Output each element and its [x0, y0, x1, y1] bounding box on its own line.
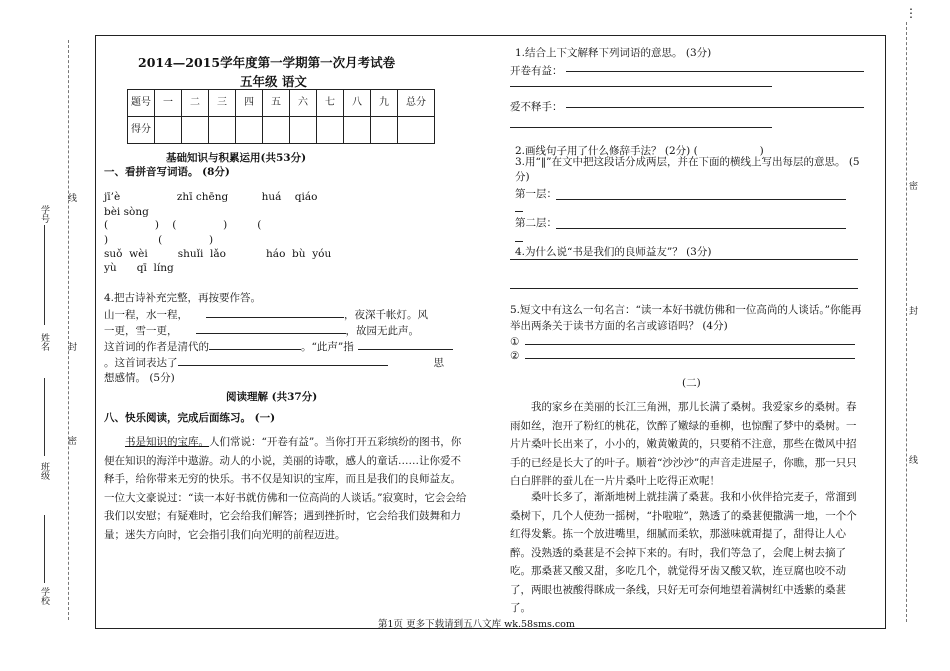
passage-body: 人们常说：“开卷有益”。当你打开五彩缤纷的图书，你便在知识的海洋中遨游。动人的小说，美丽的诗歌，感人的童话……让你爱不释手，给你带来无穷的快乐。书不仅是知识的宝库，而且是我们的良师益友。一位大文豪说过：“读一本好书就仿佛和一位高尚的人谈话。”寂寞时，它会会给我们以安慰；有疑难时，它会给我们解答；遇到挫折时，它会给我们鼓舞和力量；迷失方向时，它会指引我们向光明的前程迈进。 — [104, 436, 467, 541]
passage-2-para-2: 桑叶长多了，渐渐地树上就挂满了桑葚。我和小伙伴拾完麦子，常溜到桑树下，几个人使劲一摇树，“扑啦啦”，熟透了的桑葚便撒满一地，一个个红得发紫。拣一个放进嘴里，细腻而柔软，那滋味就甭提了，甜得让人心醉。没熟透的桑葚是不会掉下来的。有时，我们等急了，会爬上树去摘了吃。那桑葚又酸又甜，多吃几个，就觉得牙齿又酸又软，连豆腐也咬不动了，两眼也被酸得眯成一条线，只好无可奈何地望着满树红中透紫的桑葚了。 — [510, 491, 857, 614]
poem-line-3-start: 这首词的作者是清代的 — [104, 341, 209, 353]
score-col-1: 一 — [155, 90, 182, 117]
part-2-title: (二) — [682, 377, 701, 389]
poem-feeling-blank[interactable] — [178, 354, 388, 366]
score-col-4: 四 — [236, 90, 263, 117]
margin-sealed-char: 密 — [66, 436, 76, 445]
score-cell[interactable] — [209, 117, 236, 144]
class-blank — [44, 378, 45, 456]
q5-answer-1 — [510, 333, 855, 348]
pinyin-row-1: jī’è zhī chēng huá qiáo — [104, 191, 318, 203]
score-col-8: 八 — [344, 90, 371, 117]
term-1-answer-line-2[interactable] — [510, 86, 772, 87]
poem-line-1-start: 山一程，水一程， — [104, 309, 188, 321]
circled-1: ① — [510, 336, 520, 348]
pinyin-row-2: bèi sòng — [104, 206, 149, 218]
score-col-7: 七 — [317, 90, 344, 117]
score-col-2: 二 — [182, 90, 209, 117]
score-cell[interactable] — [344, 117, 371, 144]
school-blank — [44, 515, 45, 583]
right-margin-dots: ⋮ — [905, 6, 917, 20]
layer-2-answer-line[interactable] — [556, 228, 846, 229]
score-row-label: 得分 — [128, 117, 155, 144]
right-question-5: 5.短文中有这么一句名言：“读一本好书就仿佛和一位高尚的人谈话。”你能再举出两条关于读书方面的名言或谚语吗？ (4分) — [510, 304, 862, 332]
poem-line-4-start: 。这首词表达了 — [104, 357, 178, 369]
score-cell[interactable] — [290, 117, 317, 144]
margin-line-char: 线 — [66, 193, 76, 202]
passage-underlined-sentence: 书是知识的宝库。 — [125, 436, 209, 448]
layer-1-label: 第一层： — [515, 188, 557, 200]
question-4-poem: 4.把古诗补充完整，再按要作答。 — [104, 292, 262, 304]
layer-1-answer-line[interactable] — [556, 199, 846, 200]
score-cell[interactable] — [398, 117, 435, 144]
score-row-label: 题号 — [128, 90, 155, 117]
score-col-5: 五 — [263, 90, 290, 117]
section2-title: 阅读理解 (共37分) — [226, 391, 318, 403]
pinyin-row-4: yù qī líng — [104, 262, 174, 274]
poem-line-5: 想感情。 (5分) — [104, 372, 175, 384]
passage-2-para-1: 我的家乡在美丽的长江三角洲，那儿长满了桑树。我爱家乡的桑树。春雨如丝，泡开了粉红的桃花，饮醉了嫩绿的垂柳，也惊醒了梦中的桑树。一片片桑叶长出来了，小小的，嫩黄嫩黄的，只要稍不注意，那些在微风中招手的已经是长大了的叶子。顺着“沙沙沙”的声音走进屋子，你瞧，那一只只白白胖胖的蚕儿在一片片桑叶上吃得正欢呢！ — [510, 401, 857, 487]
term-1-label: 开卷有益： — [510, 65, 563, 77]
binding-line-left — [68, 40, 69, 620]
school-label: 学校 — [39, 587, 49, 605]
poem-line-1 — [104, 306, 428, 322]
poem-line-4-end: 思 — [433, 357, 444, 369]
term-2-answer-line-2[interactable] — [510, 127, 772, 128]
term-1-answer-line[interactable] — [566, 71, 864, 72]
score-col-3: 三 — [209, 90, 236, 117]
score-table — [127, 89, 435, 144]
question-8: 八、快乐阅读，完成后面练习。 (一) — [104, 412, 276, 424]
poem-line-2-end: ，故园无此声。 — [345, 325, 419, 337]
score-col-9: 九 — [371, 90, 398, 117]
right-question-4: 4.为什么说“书是我们的良师益友”？ (3分) — [515, 246, 712, 258]
poem-author-blank[interactable] — [209, 338, 301, 350]
page-footer: 第1页 更多下载请到五八文库 wk.58sms.com — [378, 619, 575, 630]
right-question-3: 3.用“‖”在文中把这段话分成两层，并在下面的横线上写出每层的意思。 (5分) — [515, 156, 860, 183]
poem-line-3 — [104, 338, 453, 354]
poem-sound-blank[interactable] — [358, 338, 453, 350]
student-no-blank — [44, 225, 45, 270]
layer-1-answer-line-2[interactable] — [515, 211, 523, 212]
layer-2-label: 第二层： — [515, 217, 557, 229]
score-cell[interactable] — [155, 117, 182, 144]
term-2-label: 爱不释手： — [510, 101, 563, 113]
layer-2-answer-line-2[interactable] — [515, 241, 523, 242]
right-question-1: 1.结合上下文解释下列词语的意思。 (3分) — [515, 47, 712, 59]
q2-close: ) — [759, 145, 764, 157]
answer-paren-row-2: ) ( ) — [104, 234, 214, 246]
poem-blank-1[interactable] — [206, 306, 344, 318]
score-col-6: 六 — [290, 90, 317, 117]
poem-line-2-start: 一更，雪一更， — [104, 325, 178, 337]
q4-answer-line-2[interactable] — [510, 288, 858, 289]
poem-blank-2[interactable] — [196, 322, 346, 334]
question-1: 一、看拼音写词语。 (8分) — [104, 166, 230, 178]
q5-answer-2 — [510, 347, 855, 362]
right-sealed-char: 密 — [907, 181, 917, 190]
class-label: 班级 — [39, 462, 49, 480]
pinyin-row-3: suǒ wèi shuǐi lǎo háo bù yóu — [104, 248, 332, 260]
name-blank — [44, 265, 45, 325]
q4-answer-line-1[interactable] — [510, 259, 858, 260]
poem-line-1-end: ，夜深千帐灯。风 — [344, 309, 428, 321]
right-seal-char: 封 — [907, 306, 917, 315]
poem-line-3-end: 。“此声”指 — [301, 341, 354, 353]
score-cell[interactable] — [371, 117, 398, 144]
q2-text: 2.画线句子用了什么修辞手法？ (2分) ( — [515, 145, 698, 157]
term-2-answer-line[interactable] — [566, 107, 864, 108]
score-cell[interactable] — [263, 117, 290, 144]
circled-2: ② — [510, 350, 520, 362]
q5-answer-2-line[interactable] — [525, 347, 855, 359]
section1-title: 基础知识与积累运用(共53分) — [166, 152, 307, 164]
poem-line-4 — [104, 354, 444, 370]
student-no-label: 学号 — [39, 205, 49, 223]
q5-answer-1-line[interactable] — [525, 333, 855, 345]
score-cell[interactable] — [236, 117, 263, 144]
answer-paren-row-1: ( ) ( ) ( — [104, 219, 262, 231]
score-col-total: 总分 — [398, 90, 435, 117]
right-line-char: 线 — [907, 455, 917, 464]
exam-title: 2014—2015学年度第一学期第一次月考试卷 — [138, 55, 396, 70]
score-cell[interactable] — [182, 117, 209, 144]
exam-subtitle: 五年级 语文 — [240, 74, 307, 89]
name-label: 姓名 — [39, 333, 49, 351]
score-cell[interactable] — [317, 117, 344, 144]
reading-passage-1 — [104, 433, 469, 544]
margin-seal-char: 封 — [66, 342, 76, 351]
poem-line-2 — [104, 322, 419, 338]
binding-line-right — [906, 22, 907, 622]
